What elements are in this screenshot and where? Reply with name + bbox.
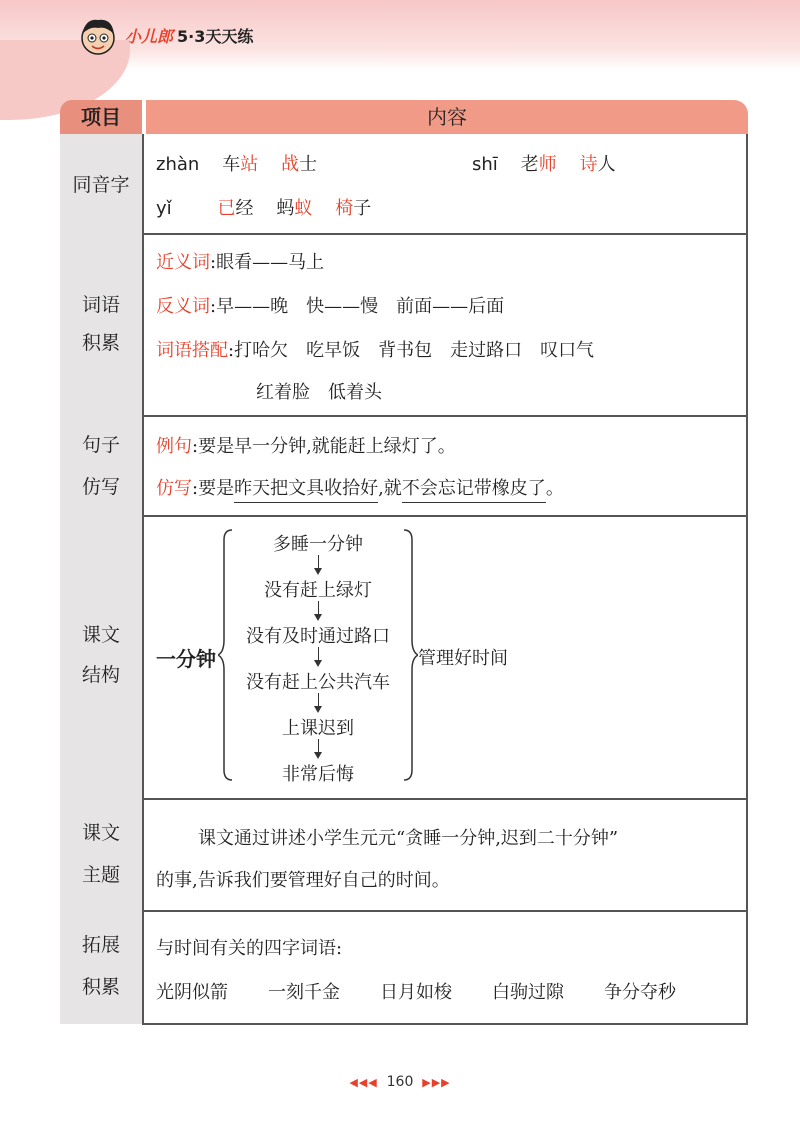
arrow-down-icon xyxy=(318,693,319,711)
row-divider xyxy=(142,233,748,235)
arrow-down-icon xyxy=(318,555,319,573)
example-tag: 例句 xyxy=(156,436,192,457)
theme-line-2: 的事,告诉我们要管理好自己的时间。 xyxy=(156,870,450,891)
brand-name: 小儿郎 xyxy=(125,27,174,46)
arrow-down-icon xyxy=(318,601,319,619)
label-theme-2: 主题 xyxy=(81,864,120,886)
page-number: 160 xyxy=(386,1074,414,1090)
table-bottom-border xyxy=(142,1023,748,1025)
right-brace-icon xyxy=(402,528,418,782)
label-extension-2: 积累 xyxy=(81,976,120,998)
pinyin: zhàn xyxy=(156,154,200,175)
column-header-item: 项目 xyxy=(60,100,142,134)
row-divider xyxy=(142,415,748,417)
label-theme-1: 课文 xyxy=(81,822,120,844)
pinyin: shī xyxy=(472,154,498,175)
brand-title xyxy=(125,24,253,47)
flow-step: 非常后悔 xyxy=(282,764,354,785)
next-arrows-icon: ▶▶▶ xyxy=(422,1076,451,1089)
flow-step: 没有赶上公共汽车 xyxy=(246,672,390,693)
homophone-group-zhan: zhàn 车站 战士 xyxy=(156,154,318,175)
idiom-item: 争分夺秒 xyxy=(604,982,676,1003)
structure-conclusion: 管理好时间 xyxy=(418,648,508,669)
pinyin: yǐ xyxy=(156,198,172,219)
prev-arrows-icon: ◀◀◀ xyxy=(349,1076,378,1089)
column-header-content: 内容 xyxy=(146,100,748,134)
fill-blank-2: 不会忘记带橡皮了 xyxy=(402,478,546,503)
collocation-tag: 词语搭配 xyxy=(156,340,228,361)
antonym-line: 反义词:早——晚 快——慢 前面——后面 xyxy=(156,296,505,317)
table-right-border xyxy=(746,134,748,1024)
synonym-tag: 近义词 xyxy=(156,252,210,273)
imitate-tag: 仿写 xyxy=(156,478,192,499)
structure-root: 一分钟 xyxy=(156,647,216,671)
homophone-group-shi: shī 老师 诗人 xyxy=(472,154,616,175)
arrow-down-icon xyxy=(318,647,319,665)
label-vocab-1: 词语 xyxy=(81,294,120,316)
label-extension-1: 拓展 xyxy=(81,934,120,956)
idiom-item: 日月如梭 xyxy=(380,982,452,1003)
flow-step: 没有及时通过路口 xyxy=(246,626,390,647)
example-sentence: 例句:要是早一分钟,就能赶上绿灯了。 xyxy=(156,436,456,457)
fill-blank-1: 昨天把文具收拾好 xyxy=(234,478,378,503)
label-structure-1: 课文 xyxy=(81,624,120,646)
flow-step: 多睡一分钟 xyxy=(273,534,363,555)
flow-step: 上课迟到 xyxy=(282,718,354,739)
antonym-tag: 反义词 xyxy=(156,296,210,317)
label-sentence-2: 仿写 xyxy=(81,476,120,498)
arrow-down-icon xyxy=(318,739,319,757)
row-divider xyxy=(142,910,748,912)
label-vocab-2: 积累 xyxy=(81,332,120,354)
collocation-line: 词语搭配:打哈欠 吃早饭 背书包 走过路口 叹口气 xyxy=(156,340,595,361)
collocation-line-2: 红着脸 低着头 xyxy=(256,382,382,403)
imitated-sentence: 仿写:要是昨天把文具收拾好,就不会忘记带橡皮了。 xyxy=(156,474,564,500)
flow-step: 没有赶上绿灯 xyxy=(264,580,372,601)
series-name: 5·3天天练 xyxy=(177,27,254,46)
label-sentence-1: 句子 xyxy=(81,434,120,456)
theme-line-1: 课文通过讲述小学生元元“贪睡一分钟,迟到二十分钟” xyxy=(198,828,619,849)
extension-intro: 与时间有关的四字词语: xyxy=(156,938,343,959)
idiom-item: 白驹过隙 xyxy=(492,982,564,1003)
page-footer xyxy=(0,1074,800,1090)
idiom-item: 光阴似箭 xyxy=(156,982,228,1003)
idiom-item: 一刻千金 xyxy=(268,982,340,1003)
homophone-group-yi: yǐ 已经 蚂蚁 椅子 xyxy=(156,198,372,219)
label-structure-2: 结构 xyxy=(81,664,120,686)
row-divider xyxy=(142,515,748,517)
column-divider xyxy=(142,134,144,1024)
mascot-icon xyxy=(76,14,120,60)
row-divider xyxy=(142,798,748,800)
left-brace-icon xyxy=(218,528,234,782)
synonym-line: 近义词:眼看——马上 xyxy=(156,252,325,273)
label-homophones: 同音字 xyxy=(72,174,130,196)
table-header xyxy=(60,100,748,134)
